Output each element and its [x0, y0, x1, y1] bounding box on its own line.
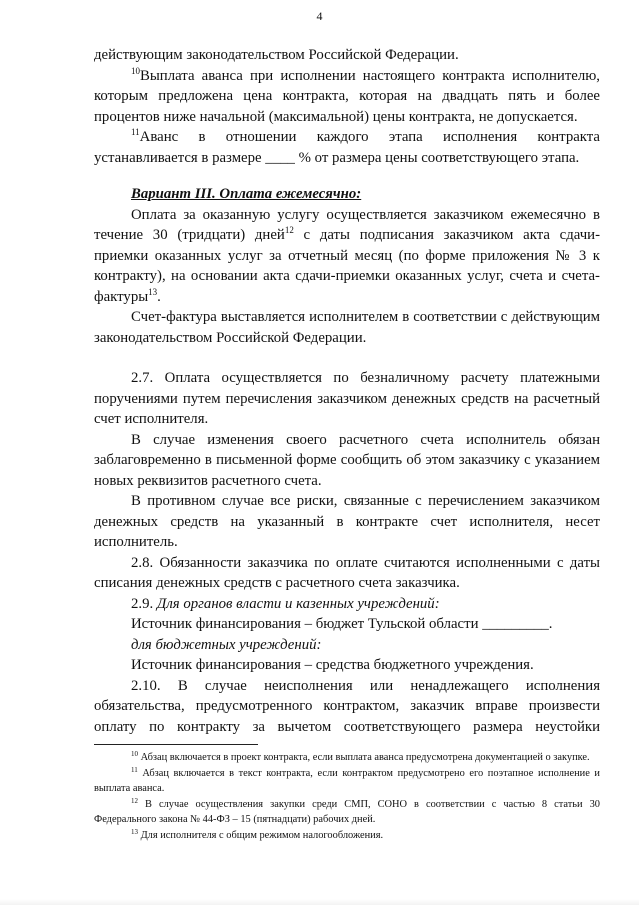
spacer: [94, 168, 600, 184]
funding-regional-blank: _________: [482, 616, 549, 632]
funding-regional-end: .: [548, 616, 553, 632]
clause-2-9-authorities: Для органов власти и казенных учреждений:: [156, 595, 440, 612]
footnote-13: [94, 828, 600, 844]
footnote-text: Для исполнителя с общим режимом налогообложения.: [138, 829, 384, 841]
paragraph-monthly-payment: [94, 205, 600, 308]
paragraph-account-change: В случае изменения своего расчетного счета исполнитель обязан заблаговременно в письменной форме сообщить об этом заказчику с указанием новых реквизитов расчетного счета.: [94, 431, 600, 489]
variant-heading: Вариант III. Оплата ежемесячно:: [131, 186, 362, 202]
clause-2-8: 2.8. Обязанности заказчика по оплате считаются исполненными с даты списания денежных средств с расчетного счета заказчика.: [94, 554, 600, 591]
monthly-payment-text-3: .: [157, 288, 161, 305]
funding-regional-text: Источник финансирования – бюджет Тульской области: [131, 616, 483, 632]
footnote-12: [94, 797, 600, 828]
footnote-10: [94, 750, 600, 766]
page-number: 4: [316, 9, 323, 23]
clause-2-9: [94, 594, 600, 615]
advance-percent-blank: ____: [265, 149, 295, 166]
scan-edge-shadow: [0, 899, 639, 905]
paragraph-funding-regional: [94, 614, 600, 635]
spacer: [94, 348, 600, 368]
footnote-number: 12: [131, 796, 138, 805]
paragraph-advance-ban: [94, 66, 600, 128]
footnote-number: 13: [131, 827, 138, 836]
footnote-ref-13: 13: [148, 286, 158, 297]
paragraph-advance-stage-text: Аванс в отношении каждого этапа исполнения контракта устанавливается в размере: [94, 129, 600, 166]
paragraph-budget-institutions: для бюджетных учреждений:: [131, 636, 322, 653]
paragraph-advance-ban-text: Выплата аванса при исполнении настоящего контракта исполнителю, которым предложена цена контракта, которая на двадцать пять и более процентов ниже начальной (максимальной) цены контракта, не допускается.: [94, 67, 600, 125]
paragraph-advance-stage-end: % от размера цены соответствующего этапа.: [294, 149, 580, 166]
clause-2-9-number: 2.9.: [131, 595, 157, 612]
footnote-ref-12: 12: [284, 225, 294, 235]
footnote-number: 10: [131, 750, 138, 758]
clause-2-10: 2.10. В случае неисполнения или ненадлежащего исполнения обязательства, предусмотренного контрактом, заказчик вправе произвести оплату по контракту за вычетом соответствующего размера неустойки: [94, 677, 600, 735]
footnote-ref-11: 11: [131, 127, 140, 137]
footnote-text: В случае осуществления закупки среди СМП, СОНО в соответствии с частью 8 статьи 30 Федерального закона № 44-ФЗ – 15 (пятнадцати) рабочих дней.: [94, 798, 600, 825]
footnotes: [94, 750, 600, 843]
footnote-text: Абзац включается в проект контракта, если выплата аванса предусмотрена документацией о закупке.: [138, 752, 590, 763]
paragraph-legislation-end: действующим законодательством Российской Федерации.: [94, 47, 459, 63]
paragraph-advance-stage: [94, 127, 600, 168]
footnote-separator: [94, 744, 258, 745]
footnote-ref-10: 10: [131, 65, 140, 76]
clause-2-7: 2.7. Оплата осуществляется по безналичному расчету платежными поручениями путем перечисления заказчиком денежных средств на расчетный счет исполнителя.: [94, 370, 600, 427]
footnote-text: Абзац включается в текст контракта, если контрактом предусмотрено его поэтапное исполнение и выплата аванса.: [94, 767, 600, 794]
paragraph-risks: В противном случае все риски, связанные с перечислением заказчиком денежных средств на указанный в контракте счет исполнителя, несет исполнитель.: [94, 493, 600, 550]
monthly-payment-text-2: с даты подписания заказчиком акта сдачи-приемки оказанных услуг за отчетный месяц (по форме приложения № 3 к контракту), на основании акта сдачи-приемки оказанных услуг, счета и счета-фактуры: [94, 227, 600, 305]
footnote-number: 11: [131, 765, 138, 774]
footnote-11: [94, 766, 600, 797]
monthly-payment-text-1: Оплата за оказанную услугу осуществляется заказчиком ежемесячно в течение 30 (тридцати) дней: [94, 206, 600, 243]
paragraph-invoice: Счет-фактура выставляется исполнителем в соответствии с действующим законодательством Российской Федерации.: [94, 309, 600, 346]
document-body: [94, 45, 600, 737]
paragraph-funding-institution: Источник финансирования – средства бюджетного учреждения.: [131, 657, 534, 673]
